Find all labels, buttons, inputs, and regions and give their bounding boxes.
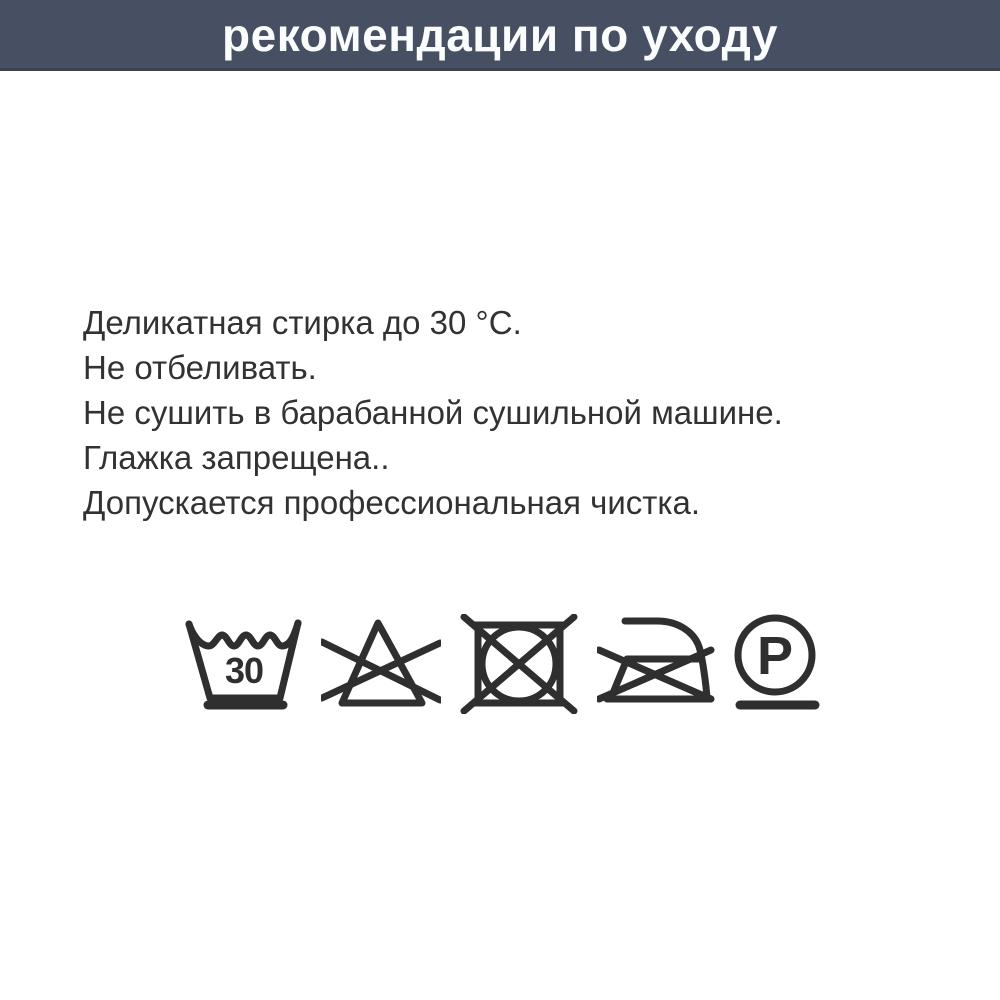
care-line-iron: Глажка запрещена.. [83,439,390,476]
dry-clean-letter-label: P [756,626,794,686]
care-line-tumble-dry: Не сушить в барабанной сушильной машине. [83,394,783,431]
professional-cleaning-icon [715,614,835,714]
care-line-professional: Допускается профессиональная чистка. [83,484,701,521]
care-symbols-row [0,614,1000,714]
wash-temperature-label: 30 [224,650,264,691]
do-not-tumble-dry-icon [459,614,579,714]
care-line-wash: Деликатная стирка до 30 °C. [83,304,522,341]
care-instructions-block [83,300,943,525]
header-bar [0,0,1000,71]
wash-30-mild-icon [183,614,303,714]
care-line-bleach: Не отбеливать. [83,349,317,386]
do-not-bleach-icon [321,614,441,714]
page-title: рекомендации по уходу [222,9,778,61]
do-not-iron-icon [597,614,717,714]
